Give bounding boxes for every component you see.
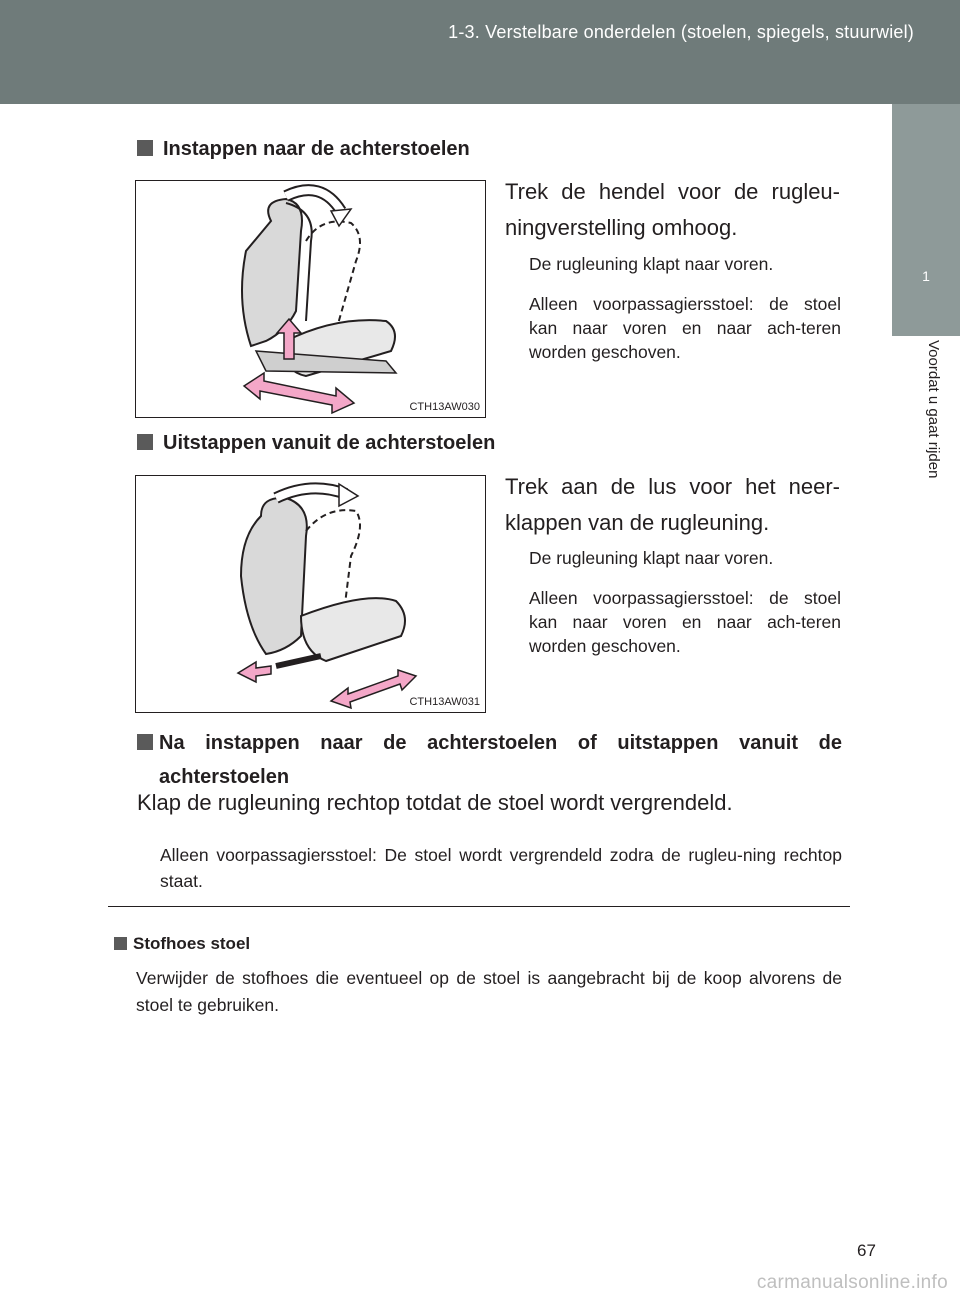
notes-block (529, 546, 841, 674)
note-text: De rugleuning klapt naar voren. (529, 254, 774, 274)
page-number: 67 (857, 1241, 876, 1260)
info-heading: Stofhoes stoel (114, 934, 250, 954)
instruction-text: Trek aan de lus voor het neer-klappen van de rugleuning. (505, 474, 840, 535)
figure-code: CTH13AW031 (409, 696, 480, 708)
square-bullet-icon (137, 140, 153, 156)
notes-block (529, 252, 841, 380)
header-bar (0, 0, 960, 104)
watermark: carmanualsonline.info (756, 1272, 948, 1293)
section-heading-na-instappen: Na instappen naar de achterstoelen of uitstappen vanuit de achterstoelen (137, 726, 842, 794)
seat-illustration-entering (136, 181, 485, 417)
section-heading-instappen: Instappen naar de achterstoelen (137, 138, 470, 161)
figure-code: CTH13AW030 (409, 401, 480, 413)
section-heading-uitstappen: Uitstappen vanuit de achterstoelen (137, 432, 495, 455)
section-divider (108, 906, 850, 907)
chapter-title: 1-3. Verstelbare onderdelen (stoelen, spiegels, stuurwiel) (448, 22, 914, 42)
figure-seat-entering (135, 180, 486, 418)
body-text: Klap de rugleuning rechtop totdat de stoel wordt vergrendeld. (137, 790, 733, 815)
figure-seat-exiting (135, 475, 486, 713)
note-text: Alleen voorpassagiersstoel: De stoel wordt vergrendeld zodra de rugleu-ning rechtop staat. (160, 845, 842, 891)
square-bullet-icon (114, 937, 127, 950)
info-body: Verwijder de stofhoes die eventueel op de stoel is aangebracht bij de koop alvorens de stoel te gebruiken. (136, 968, 842, 1015)
square-bullet-icon (137, 434, 153, 450)
square-bullet-icon (137, 734, 153, 750)
instruction-text: Trek de hendel voor de rugleu-ningverstelling omhoog. (505, 179, 840, 240)
note-text: Alleen voorpassagiersstoel: de stoel kan naar voren en naar ach-teren worden geschoven. (529, 588, 841, 656)
seat-illustration-exiting (136, 476, 485, 712)
note-text: De rugleuning klapt naar voren. (529, 548, 774, 568)
side-tab-label: Voordat u gaat rijden (925, 340, 942, 479)
side-tab-number: 1 (922, 268, 930, 284)
side-tab (892, 104, 960, 336)
note-text: Alleen voorpassagiersstoel: de stoel kan naar voren en naar ach-teren worden geschoven. (529, 294, 841, 362)
